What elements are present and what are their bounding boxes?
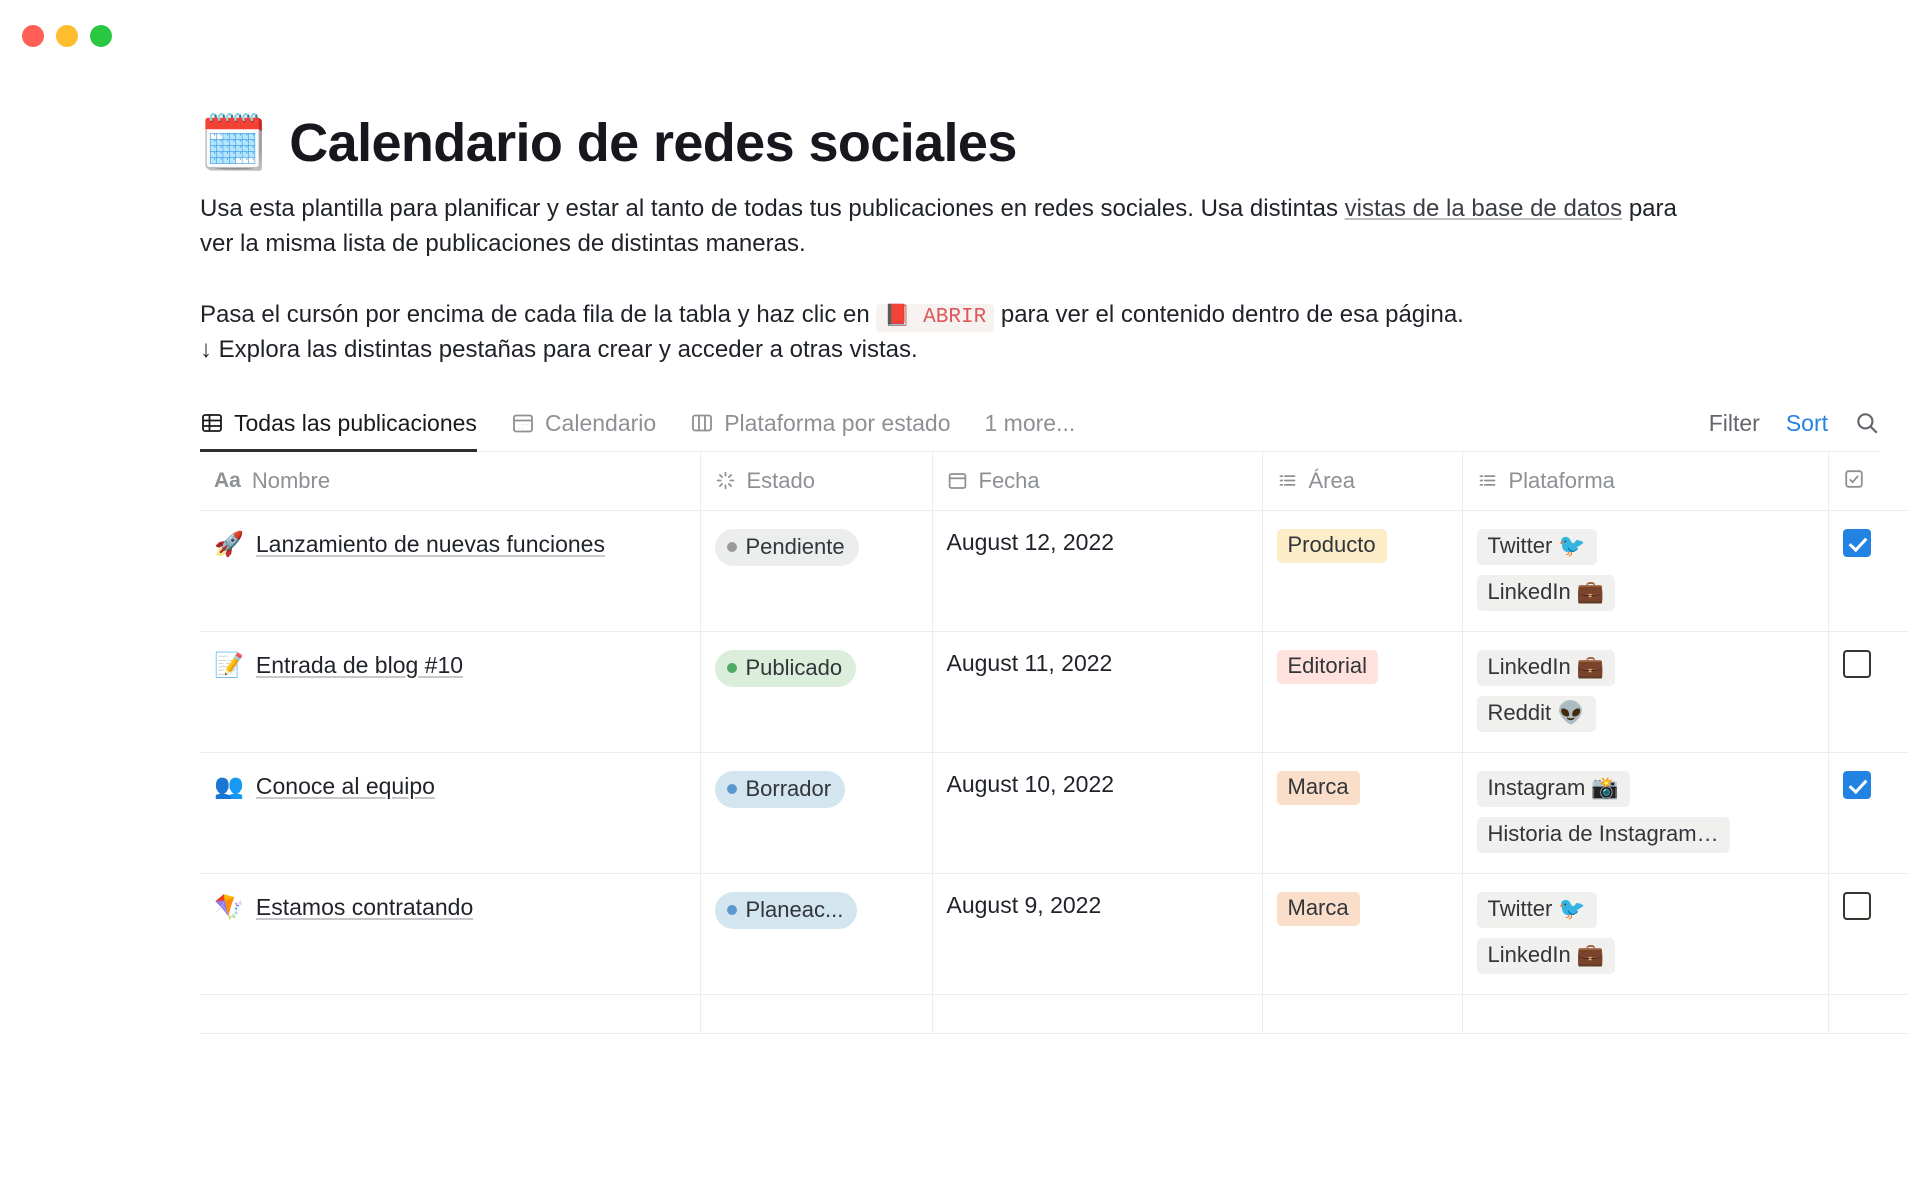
column-label: Estado bbox=[746, 467, 815, 493]
table-row[interactable] bbox=[200, 631, 1908, 752]
row-title-link[interactable]: Entrada de blog #10 bbox=[255, 651, 464, 678]
cell-plataforma[interactable] bbox=[1462, 631, 1828, 752]
column-header-nombre[interactable] bbox=[200, 452, 700, 511]
title-icon: Aa bbox=[214, 468, 241, 492]
table-row[interactable] bbox=[200, 510, 1908, 631]
row-checkbox[interactable] bbox=[1843, 892, 1871, 920]
open-code-chip bbox=[876, 304, 994, 332]
row-checkbox[interactable] bbox=[1843, 650, 1871, 678]
row-checkbox[interactable] bbox=[1843, 529, 1871, 557]
cell-nombre[interactable] bbox=[200, 752, 700, 873]
tab-calendario[interactable] bbox=[511, 410, 656, 451]
status-bullet-icon bbox=[727, 542, 737, 552]
open-code-label: ABRIR bbox=[923, 305, 987, 329]
row-title-link[interactable]: Lanzamiento de nuevas funciones bbox=[255, 530, 605, 557]
page-content bbox=[0, 112, 1920, 1034]
table-new-row[interactable] bbox=[200, 994, 1908, 1033]
column-label: Fecha bbox=[978, 467, 1040, 493]
column-header-checkbox[interactable] bbox=[1828, 452, 1908, 511]
area-tag: Marca bbox=[1277, 892, 1360, 926]
status-label: Planeac... bbox=[745, 896, 844, 922]
table-header bbox=[200, 452, 1908, 511]
tab-plataforma-por-estado[interactable] bbox=[690, 410, 950, 451]
multiselect-icon bbox=[1277, 470, 1298, 491]
row-title-link[interactable]: Estamos contratando bbox=[255, 893, 474, 920]
cell-area[interactable] bbox=[1262, 510, 1462, 631]
window-titlebar bbox=[0, 0, 1920, 72]
view-tabs bbox=[200, 410, 1709, 451]
status-bullet-icon bbox=[727, 905, 737, 915]
cell-plataforma[interactable] bbox=[1462, 510, 1828, 631]
new-row-cell bbox=[932, 994, 1262, 1033]
platform-tag: LinkedIn 💼 bbox=[1477, 938, 1616, 974]
column-label: Nombre bbox=[251, 467, 331, 493]
minimize-window-button[interactable] bbox=[56, 25, 78, 47]
status-bullet-icon bbox=[727, 784, 737, 794]
table-header-row bbox=[200, 452, 1908, 511]
platform-tag: LinkedIn 💼 bbox=[1477, 650, 1616, 686]
search-icon[interactable] bbox=[1854, 410, 1880, 436]
platform-tag: Twitter 🐦 bbox=[1477, 892, 1597, 928]
table-row[interactable] bbox=[200, 752, 1908, 873]
column-label: Plataforma bbox=[1508, 467, 1615, 493]
checkbox-icon bbox=[1843, 468, 1865, 490]
cell-nombre[interactable] bbox=[200, 873, 700, 994]
tab-label: Todas las publicaciones bbox=[234, 409, 477, 436]
cell-area[interactable] bbox=[1262, 873, 1462, 994]
row-icon-emoji: 👥 bbox=[214, 772, 244, 800]
cell-fecha[interactable]: August 12, 2022 bbox=[932, 510, 1262, 631]
filter-button[interactable]: Filter bbox=[1708, 409, 1760, 436]
cell-estado[interactable] bbox=[700, 752, 932, 873]
cell-plataforma[interactable] bbox=[1462, 752, 1828, 873]
sort-button[interactable]: Sort bbox=[1785, 409, 1828, 436]
intro-paragraph bbox=[200, 192, 1710, 262]
status-icon bbox=[715, 470, 736, 491]
cell-area[interactable] bbox=[1262, 631, 1462, 752]
book-icon: 📕 bbox=[884, 305, 911, 329]
row-icon-emoji: 🪁 bbox=[214, 893, 244, 921]
board-icon bbox=[690, 411, 714, 435]
cell-fecha[interactable]: August 11, 2022 bbox=[932, 631, 1262, 752]
status-badge bbox=[715, 529, 859, 566]
platform-tag: Instagram 📸 bbox=[1477, 771, 1630, 807]
row-checkbox[interactable] bbox=[1843, 771, 1871, 799]
publications-table bbox=[200, 452, 1908, 1034]
new-row-cell bbox=[1262, 994, 1462, 1033]
paragraph-spacer bbox=[200, 276, 1880, 298]
instruction-paragraph bbox=[200, 298, 1710, 368]
multiselect-icon bbox=[1477, 470, 1498, 491]
tab-label: Calendario bbox=[544, 409, 657, 436]
database-views-link[interactable]: vistas de la base de datos bbox=[1344, 195, 1623, 222]
date-icon bbox=[947, 470, 968, 491]
cell-plataforma[interactable] bbox=[1462, 873, 1828, 994]
status-label: Borrador bbox=[745, 775, 832, 801]
new-row-cell bbox=[700, 994, 932, 1033]
maximize-window-button[interactable] bbox=[90, 25, 112, 47]
database-view-bar bbox=[200, 410, 1880, 452]
calendar-icon bbox=[511, 411, 535, 435]
page-title: Calendario de redes sociales bbox=[289, 113, 1017, 173]
table-icon bbox=[200, 411, 224, 435]
area-tag: Producto bbox=[1277, 529, 1387, 563]
close-window-button[interactable] bbox=[22, 25, 44, 47]
tab-label: Plataforma por estado bbox=[724, 409, 951, 436]
column-header-fecha[interactable] bbox=[932, 452, 1262, 511]
status-badge bbox=[715, 650, 857, 687]
instruction-text-a: Pasa el cursón por encima de cada fila de la tabla y haz clic en bbox=[200, 300, 877, 328]
platform-tag: Historia de Instagram… bbox=[1477, 817, 1730, 853]
cell-checkbox[interactable] bbox=[1828, 510, 1908, 631]
page-header bbox=[200, 112, 1880, 174]
cell-estado[interactable] bbox=[700, 510, 932, 631]
status-badge bbox=[715, 771, 846, 808]
page-icon-emoji[interactable]: 🗓️ bbox=[200, 113, 268, 173]
row-icon-emoji: 🚀 bbox=[214, 530, 244, 558]
status-badge bbox=[715, 892, 858, 929]
row-title-link[interactable]: Conoce al equipo bbox=[255, 772, 435, 799]
cell-estado[interactable] bbox=[700, 631, 932, 752]
column-header-estado[interactable] bbox=[700, 452, 932, 511]
column-header-plataforma[interactable] bbox=[1462, 452, 1828, 511]
cell-estado[interactable] bbox=[700, 873, 932, 994]
cell-checkbox[interactable] bbox=[1828, 631, 1908, 752]
area-tag: Marca bbox=[1277, 771, 1360, 805]
new-row-cell bbox=[1462, 994, 1828, 1033]
cell-nombre[interactable] bbox=[200, 631, 700, 752]
table-row[interactable] bbox=[200, 873, 1908, 994]
cell-fecha[interactable]: August 10, 2022 bbox=[932, 752, 1262, 873]
status-bullet-icon bbox=[727, 663, 737, 673]
more-views-button[interactable]: 1 more... bbox=[984, 409, 1076, 436]
cell-checkbox[interactable] bbox=[1828, 752, 1908, 873]
row-icon-emoji: 📝 bbox=[214, 651, 244, 679]
column-header-area[interactable] bbox=[1262, 452, 1462, 511]
platform-tag: Reddit 👽 bbox=[1477, 696, 1596, 732]
cell-checkbox[interactable] bbox=[1828, 873, 1908, 994]
instruction-text-c: ↓ Explora las distintas pestañas para crear y acceder a otras vistas. bbox=[200, 336, 918, 364]
area-tag: Editorial bbox=[1277, 650, 1378, 684]
cell-area[interactable] bbox=[1262, 752, 1462, 873]
intro-text-b: para ver la misma lista de publicaciones de distintas maneras. bbox=[200, 195, 1677, 257]
status-label: Publicado bbox=[745, 654, 843, 680]
table-body bbox=[200, 510, 1908, 1033]
instruction-text-b: para ver el contenido dentro de esa página. bbox=[994, 300, 1464, 328]
status-label: Pendiente bbox=[745, 533, 845, 559]
column-label: Área bbox=[1308, 467, 1355, 493]
platform-tag: LinkedIn 💼 bbox=[1477, 575, 1616, 611]
new-row-cell bbox=[1828, 994, 1908, 1033]
platform-tag: Twitter 🐦 bbox=[1477, 529, 1597, 565]
cell-nombre[interactable] bbox=[200, 510, 700, 631]
view-actions bbox=[1709, 410, 1880, 451]
new-row-cell[interactable] bbox=[200, 994, 700, 1033]
cell-fecha[interactable]: August 9, 2022 bbox=[932, 873, 1262, 994]
tab-todas-las-publicaciones[interactable] bbox=[200, 410, 477, 451]
intro-text-a: Usa esta plantilla para planificar y estar al tanto de todas tus publicaciones en redes sociales. Usa distintas bbox=[200, 195, 1345, 222]
